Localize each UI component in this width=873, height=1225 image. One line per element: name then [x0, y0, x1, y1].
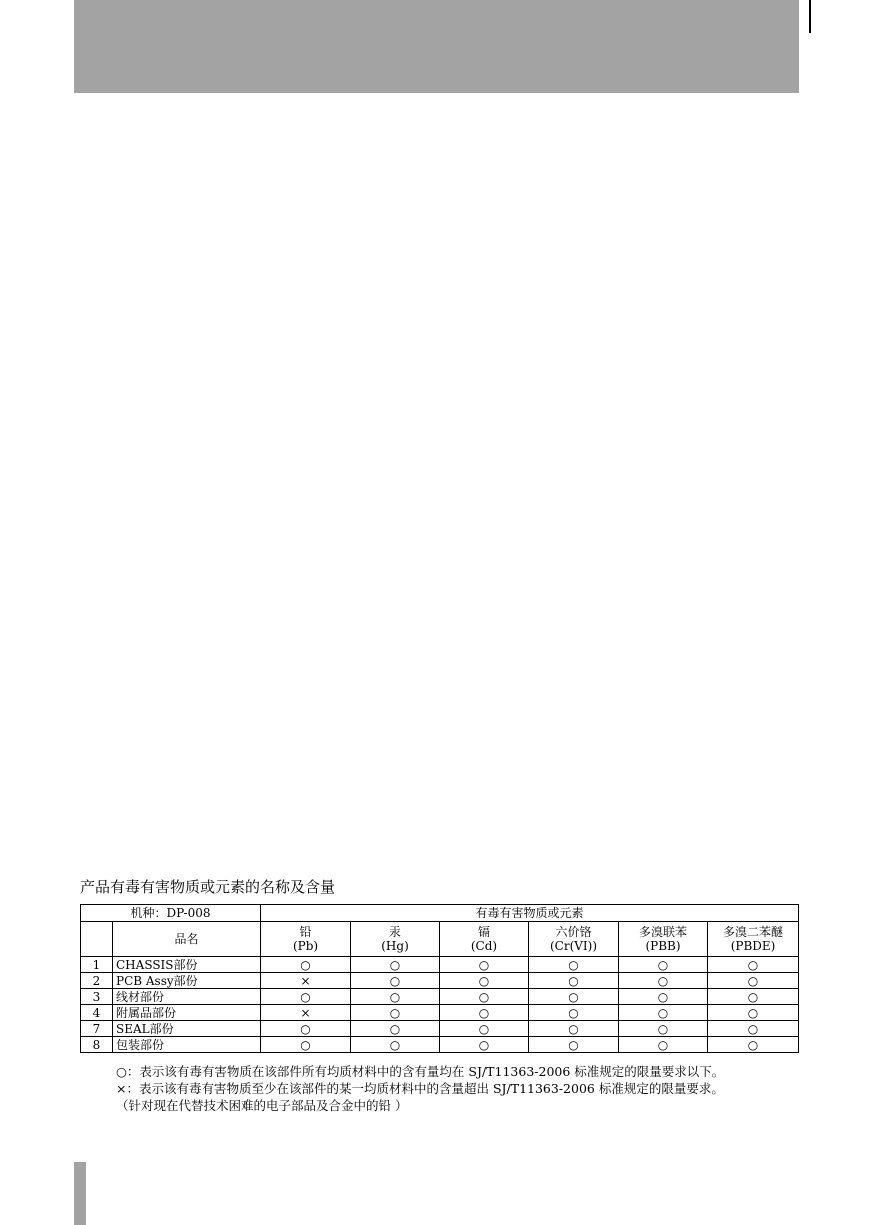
table-substance-row: [81, 922, 799, 957]
content-mark: ○: [529, 1005, 619, 1021]
content-mark: ○: [708, 1037, 799, 1053]
model-label: 机种：DP-008: [81, 905, 261, 922]
content-mark: ○: [351, 1021, 440, 1037]
substance-header-chromium: [529, 922, 619, 957]
content-mark: ○: [708, 957, 799, 973]
content-mark: ○: [261, 1021, 351, 1037]
content-mark: ○: [619, 1021, 708, 1037]
content-mark: ○: [351, 973, 440, 989]
part-name: 线材部份: [113, 989, 261, 1005]
content-mark: ○: [440, 957, 529, 973]
part-name-header: 品名: [113, 922, 261, 957]
substance-name: 多溴二苯醚: [723, 925, 784, 939]
note-circle-legend: ○：表示该有毒有害物质在该部件所有均质材料中的含有量均在 SJ/T11363-2006 标准规定的限量要求以下。: [116, 1064, 725, 1079]
note-exemption: （针对现在代替技术困难的电子部品及合金中的铅 ）: [116, 1098, 408, 1113]
content-mark: ○: [351, 1037, 440, 1053]
table-row: [81, 973, 799, 989]
content-mark: ×: [261, 1005, 351, 1021]
part-name: CHASSIS部份: [113, 957, 261, 973]
page-header-bar: [74, 0, 799, 93]
content-mark: ○: [529, 957, 619, 973]
substance-name: 多溴联苯: [638, 925, 687, 939]
substance-symbol: (Hg): [381, 939, 409, 953]
content-mark: ○: [529, 1021, 619, 1037]
content-mark: ○: [440, 1037, 529, 1053]
substance-name: 铅: [299, 925, 312, 939]
substance-name: 镉: [477, 925, 490, 939]
table-row: [81, 957, 799, 973]
content-mark: ○: [619, 957, 708, 973]
content-mark: ○: [619, 1037, 708, 1053]
substance-symbol: (Cr(VI)): [549, 939, 598, 953]
substance-symbol: (Pb): [292, 939, 319, 953]
hazardous-substance-table: [80, 904, 799, 1053]
row-number: 2: [81, 973, 113, 989]
content-mark: ○: [708, 989, 799, 1005]
rohs-table-title: 产品有毒有害物质或元素的名称及含量: [80, 878, 336, 896]
substance-name: 汞: [388, 925, 401, 939]
content-mark: ○: [619, 989, 708, 1005]
substance-symbol: (Cd): [470, 939, 498, 953]
substance-symbol: (PBB): [645, 939, 681, 953]
content-mark: ○: [351, 989, 440, 1005]
content-mark: ○: [351, 957, 440, 973]
table-row: [81, 1021, 799, 1037]
number-header: [81, 922, 113, 957]
content-mark: ○: [351, 1005, 440, 1021]
part-name: 附属品部份: [113, 1005, 261, 1021]
substance-header-lead: [261, 922, 351, 957]
part-name: PCB Assy部份: [113, 973, 261, 989]
table-row: [81, 1037, 799, 1053]
content-mark: ○: [440, 1005, 529, 1021]
row-number: 1: [81, 957, 113, 973]
part-name: SEAL部份: [113, 1021, 261, 1037]
substance-header-pbde: [708, 922, 799, 957]
content-mark: ○: [261, 957, 351, 973]
row-number: 4: [81, 1005, 113, 1021]
content-mark: ○: [440, 1021, 529, 1037]
content-mark: ○: [440, 989, 529, 1005]
content-mark: ○: [261, 989, 351, 1005]
content-mark: ○: [619, 1005, 708, 1021]
content-mark: ○: [708, 973, 799, 989]
table-row: [81, 1005, 799, 1021]
content-mark: ○: [708, 1021, 799, 1037]
row-number: 8: [81, 1037, 113, 1053]
substance-header-mercury: [351, 922, 440, 957]
substance-name: 六价铬: [555, 925, 592, 939]
content-mark: ○: [440, 973, 529, 989]
substance-header-cadmium: [440, 922, 529, 957]
content-mark: ○: [529, 973, 619, 989]
substance-symbol: (PBDE): [730, 939, 776, 953]
content-mark: ○: [529, 989, 619, 1005]
content-mark: ○: [529, 1037, 619, 1053]
substance-header-pbb: [619, 922, 708, 957]
content-mark: ×: [261, 973, 351, 989]
page-footer-bar: [74, 1162, 86, 1225]
content-mark: ○: [619, 973, 708, 989]
substance-group-header: 有毒有害物质或元素: [261, 905, 799, 922]
content-mark: ○: [261, 1037, 351, 1053]
page-edge-marker: [809, 0, 811, 33]
table-notes: [116, 1063, 724, 1114]
note-cross-legend: ×：表示该有毒有害物质至少在该部件的某一均质材料中的含量超出 SJ/T11363-2006 标准规定的限量要求。: [116, 1081, 724, 1096]
row-number: 7: [81, 1021, 113, 1037]
table-header-row: [81, 905, 799, 922]
table-row: [81, 989, 799, 1005]
row-number: 3: [81, 989, 113, 1005]
content-mark: ○: [708, 1005, 799, 1021]
part-name: 包装部份: [113, 1037, 261, 1053]
